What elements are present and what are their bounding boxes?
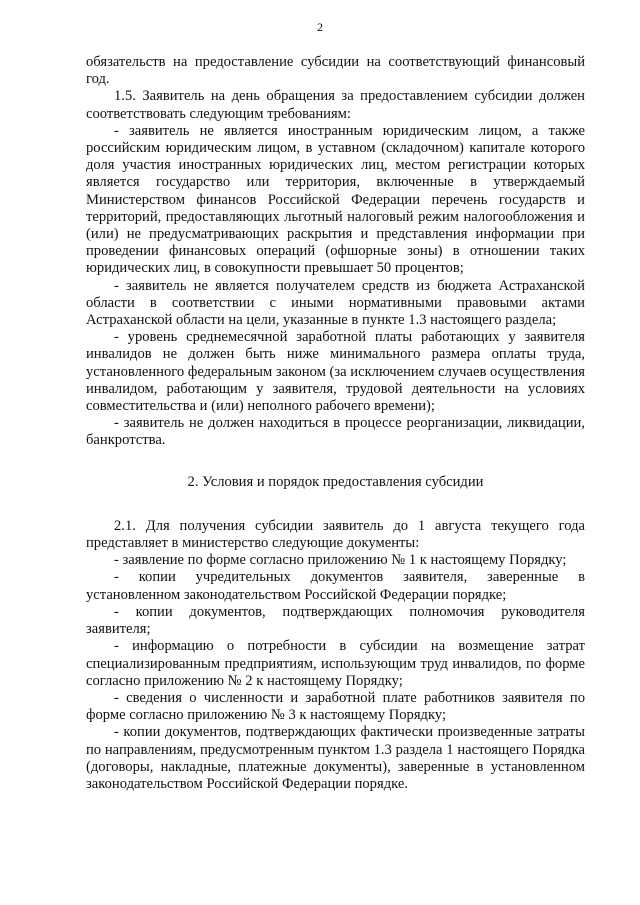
requirement-foreign-entity: - заявитель не является иностранным юридическим лицом, а также российским юридическим лицом, в уставном (складочном) капитале которого доля участия иностранных юридических лиц, местом регистрации которых является государство или территория, включенные в утверждаемый Министерством финансов Российской Федерации перечень государств и территорий, предоставляющих льготный налоговый режим налогообложения и (или) не предусматривающих раскрытия и представления информации при проведении финансовых операций (офшорные зоны) в отношении таких юридических лиц, в совокупности превышает 50 процентов; — [86, 122, 585, 277]
paragraph-continuation: обязательств на предоставление субсидии на соответствующий финансовый год. — [86, 54, 585, 88]
document-item-application: - заявление по форме согласно приложению № 1 к настоящему Порядку; — [114, 552, 567, 569]
document-item-staff-info: - сведения о численности и заработной плате работников заявителя по форме согласно приложению № 3 к настоящему Порядку; — [86, 689, 585, 724]
paragraph-1-5: 1.5. Заявитель на день обращения за предоставлением субсидии должен соответствовать следующим требованиям: — [86, 88, 585, 122]
document-body — [86, 54, 585, 793]
requirement-budget-recipient: - заявитель не является получателем средств из бюджета Астраханской области в соответствии с иными нормативными правовыми актами Астраханской области на цели, указанные в пункте 1.3 настоящего раздела; — [86, 277, 585, 329]
document-item-charter-copies: - копии учредительных документов заявителя, заверенные в установленном законодательством Российской Федерации порядке; — [86, 569, 585, 603]
requirement-no-reorganization: - заявитель не должен находиться в процессе реорганизации, ликвидации, банкротства. — [86, 415, 585, 449]
section-heading: 2. Условия и порядок предоставления субсидии — [187, 473, 484, 490]
page-number: 2 — [317, 20, 323, 34]
document-item-expense-copies: - копии документов, подтверждающих фактически произведенные затраты по направлениям, предусмотренным пунктом 1.3 раздела 1 настоящего Порядка (договоры, накладные, платежные документы), заверенные в установленном законодательством Российской Федерации порядке. — [86, 724, 585, 792]
document-item-authority-copies: - копии документов, подтверждающих полномочия руководителя заявителя; — [86, 603, 585, 638]
requirement-salary-level: - уровень среднемесячной заработной платы работающих у заявителя инвалидов не должен быть ниже минимального размера оплаты труда, установленного федеральным законом (за исключением случаев осуществления инвалидом, работающим у заявителя, трудовой деятельности на условиях совместительства и (или) неполного рабочего времени); — [86, 329, 585, 415]
document-item-subsidy-need: - информацию о потребности в субсидии на возмещение затрат специализированным предприятиям, использующим труд инвалидов, по форме согласно приложению № 2 к настоящему Порядку; — [86, 638, 585, 689]
paragraph-2-1: 2.1. Для получения субсидии заявитель до 1 августа текущего года представляет в министерство следующие документы: — [86, 517, 585, 552]
